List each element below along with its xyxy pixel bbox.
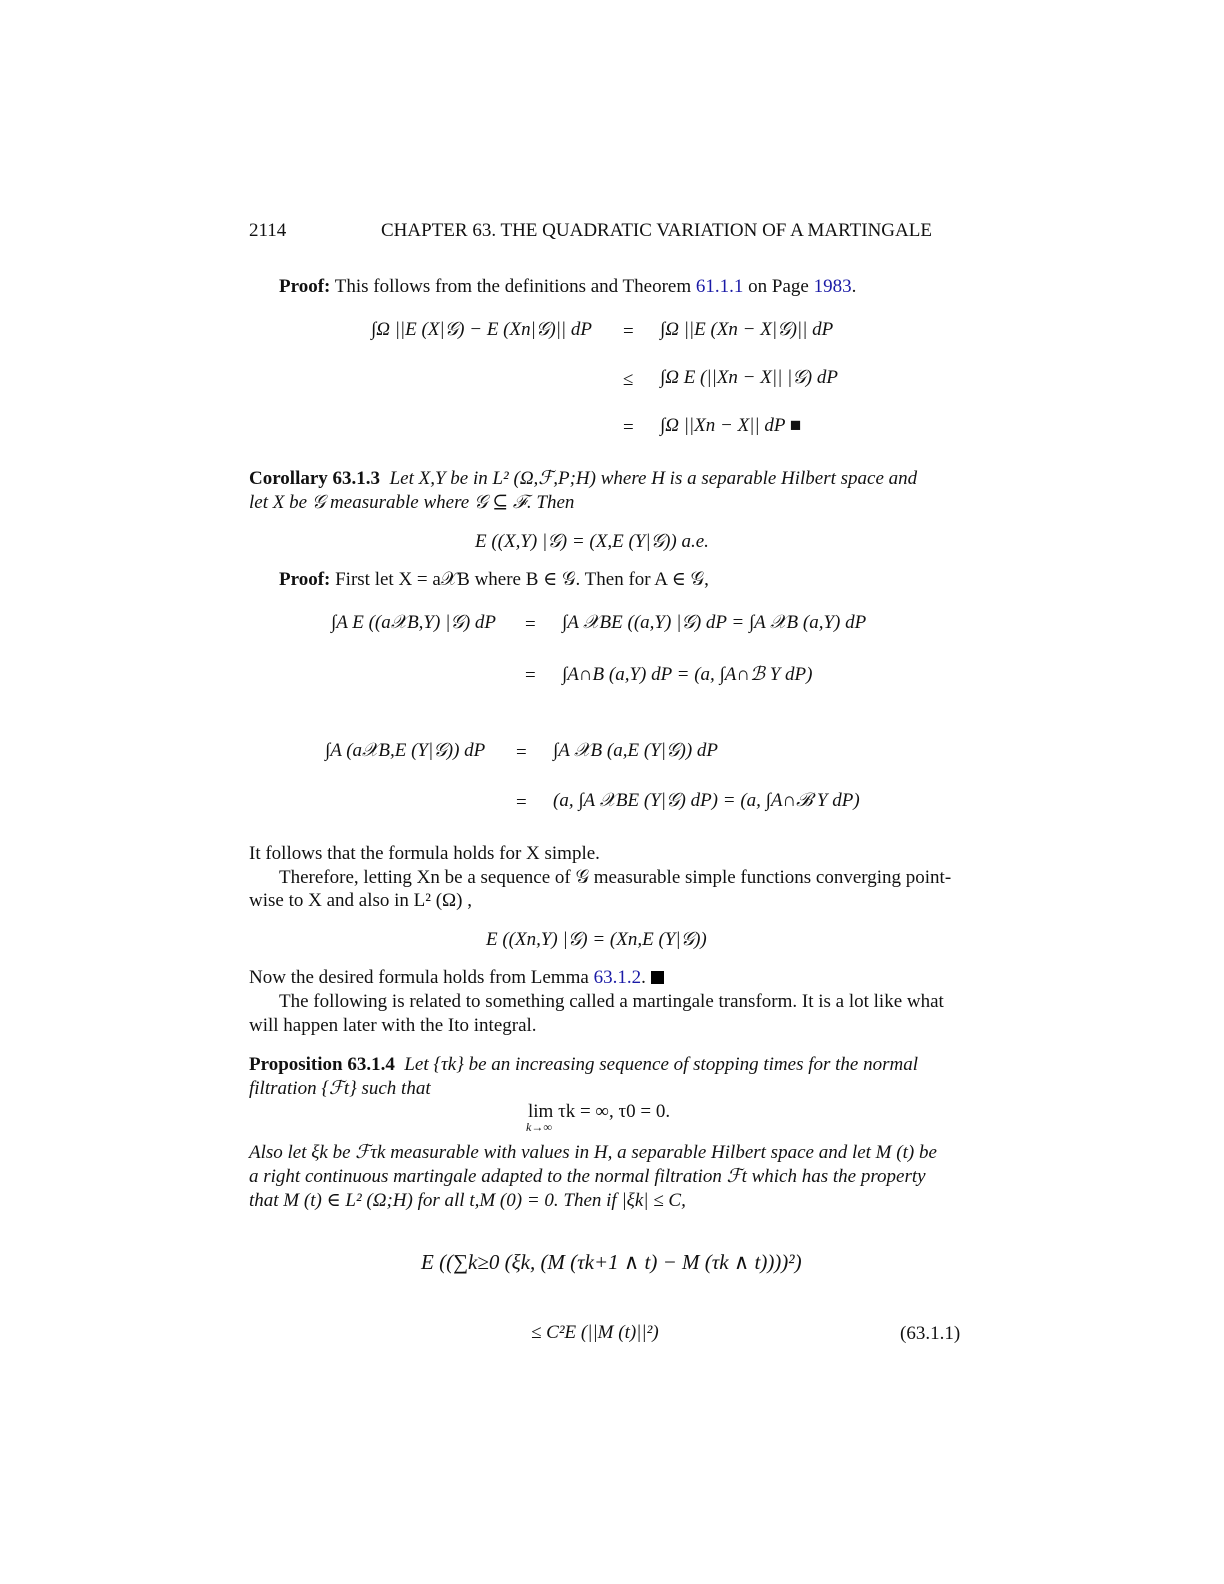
align1-rhs-2: ∫Ω E (||Xn − X|| |𝒢) dP [660, 367, 838, 388]
paragraph-transform-1: The following is related to something called a martingale transform. It is a lot like what [279, 991, 944, 1012]
align2-lhs: ∫A E ((a𝒳B,Y) |𝒢) dP [331, 612, 497, 633]
paragraph-simple: It follows that the formula holds for X simple. [249, 843, 600, 864]
align3-row-2: (a, ∫A 𝒳BE (Y|𝒢) dP) = (a, ∫A∩ℬ Y dP) [553, 790, 860, 811]
proposition-limit-sub: k→∞ [526, 1120, 552, 1134]
align3-eq-2: = [516, 792, 527, 813]
proposition-line-4: a right continuous martingale adapted to the normal filtration ℱt which has the property [249, 1166, 926, 1187]
align3-row-1: ∫A 𝒳B (a,E (Y|𝒢)) dP [553, 740, 719, 761]
proof-paragraph-1 [279, 275, 856, 299]
proof-text-end: . [851, 276, 857, 297]
align3-eq-1: = [516, 742, 527, 763]
running-title: CHAPTER 63. THE QUADRATIC VARIATION OF A MARTINGALE [381, 220, 932, 241]
paragraph-transform-2: will happen later with the Ito integral. [249, 1015, 537, 1036]
align2-eq-1: = [525, 614, 536, 635]
lemma-text-end: . [641, 967, 651, 988]
page-number: 2114 [249, 220, 287, 241]
lemma-text: Now the desired formula holds from Lemma [249, 967, 594, 988]
proof-text-2: First let X = a𝒳B where B ∈ 𝒢. Then for A ∈ 𝒢, [330, 569, 709, 590]
lemma-link[interactable]: 63.1.2 [593, 967, 642, 988]
qed-square-icon [651, 971, 664, 984]
corollary-line-2: let X be 𝒢 measurable where 𝒢 ⊆ ℱ. Then [249, 492, 575, 513]
align1-rel-1: = [623, 321, 634, 342]
align1-rhs-3: ∫Ω ||Xn − X|| dP ■ [660, 415, 802, 436]
proof-label-2: Proof: [279, 569, 331, 590]
align2-row-2: ∫A∩B (a,Y) dP = (a, ∫A∩ℬ Y dP) [562, 664, 813, 685]
paragraph-therefore-1: Therefore, letting Xn be a sequence of 𝒢 measurable simple functions converging point- [279, 867, 952, 888]
corollary-text-1: Let X,Y be in L² (Ω,ℱ,P;H) where H is a separable Hilbert space and [389, 468, 918, 489]
paragraph-lemma [249, 966, 664, 990]
corollary-formula: E ((X,Y) |𝒢) = (X,E (Y|𝒢)) a.e. [475, 531, 709, 552]
theorem-link[interactable]: 61.1.1 [695, 276, 744, 297]
proposition-line-2: filtration {ℱt} such that [249, 1078, 431, 1099]
formula-2: E ((Xn,Y) |𝒢) = (Xn,E (Y|𝒢)) [486, 929, 707, 950]
align1-lhs: ∫Ω ||E (X|𝒢) − E (Xn|𝒢)|| dP [371, 319, 592, 340]
proposition-line-1 [249, 1053, 918, 1077]
proof-label: Proof: [279, 276, 331, 297]
proof-text-mid: on Page [743, 276, 814, 297]
align1-rel-2: ≤ [623, 369, 634, 390]
align2-row-1: ∫A 𝒳BE ((a,Y) |𝒢) dP = ∫A 𝒳B (a,Y) dP [562, 612, 867, 633]
proposition-text-1: Let {τk} be an increasing sequence of stopping times for the normal [404, 1054, 918, 1075]
proposition-label: Proposition 63.1.4 [249, 1054, 395, 1075]
align1-rel-3: = [623, 417, 634, 438]
proposition-line-3: Also let ξk be ℱτk measurable with values in H, a separable Hilbert space and let M (t) be [249, 1142, 937, 1163]
proposition-line-5: that M (t) ∈ L² (Ω;H) for all t,M (0) = 0. Then if |ξk| ≤ C, [249, 1190, 686, 1211]
page-link[interactable]: 1983 [813, 276, 852, 297]
proof-paragraph-2 [279, 568, 709, 592]
align1-rhs-1: ∫Ω ||E (Xn − X|𝒢)|| dP [660, 319, 834, 340]
paragraph-therefore-2: wise to X and also in L² (Ω) , [249, 890, 472, 911]
align2-eq-2: = [525, 665, 536, 686]
proof-text: This follows from the definitions and Theorem [330, 276, 696, 297]
corollary-line-1 [249, 467, 917, 491]
proposition-bound: ≤ C²E (||M (t)||²) [531, 1322, 659, 1343]
proposition-limit: lim τk = ∞, τ0 = 0. [528, 1101, 671, 1122]
corollary-label: Corollary 63.1.3 [249, 468, 381, 489]
equation-number: (63.1.1) [900, 1323, 961, 1344]
proposition-big-formula: E ((∑k≥0 (ξk, (M (τk+1 ∧ t) − M (τk ∧ t))))²) [421, 1250, 802, 1274]
align3-lhs: ∫A (a𝒳B,E (Y|𝒢)) dP [325, 740, 486, 761]
